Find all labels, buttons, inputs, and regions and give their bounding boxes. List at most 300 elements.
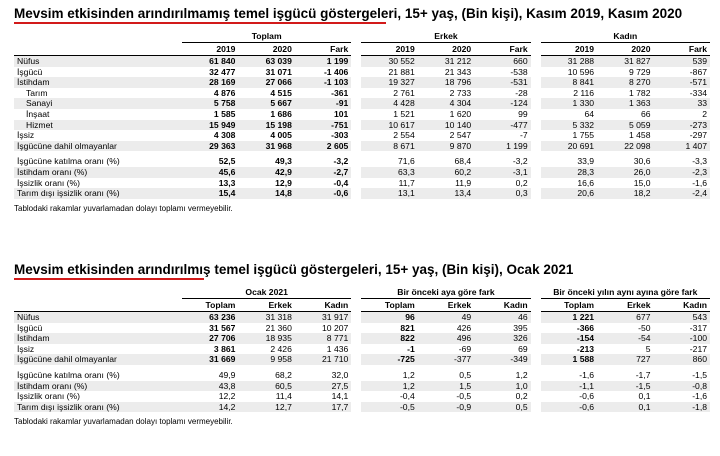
table-cell: 8 771 xyxy=(295,333,351,344)
table-cell: 11,4 xyxy=(275,391,292,402)
table-cell: 1,2 xyxy=(361,381,417,392)
column-header: Erkek xyxy=(418,299,474,312)
table-cell: 99 xyxy=(518,108,528,119)
corner-cell xyxy=(14,43,182,56)
gap-cell xyxy=(351,130,361,141)
table-cell: 16,6 xyxy=(577,177,595,188)
table-cell: -366 xyxy=(576,322,595,333)
table-cell: 13,3 xyxy=(218,177,236,188)
column-header: 2020 xyxy=(597,43,653,56)
group-header-row xyxy=(14,286,710,299)
gap-cell xyxy=(531,156,541,167)
table-row xyxy=(14,391,710,402)
gap-cell xyxy=(531,402,541,413)
table-cell: -54 xyxy=(597,333,653,344)
table-cell: 543 xyxy=(654,312,711,323)
group-header: Bir önceki yılın aynı ayına göre fark xyxy=(541,286,710,299)
title-underline xyxy=(14,278,204,280)
gap-cell xyxy=(351,286,361,299)
table-row xyxy=(14,333,710,344)
gap-cell xyxy=(531,381,541,392)
table-row xyxy=(14,323,710,334)
gap-cell xyxy=(531,120,541,131)
table2-title xyxy=(14,262,710,277)
table-cell: 18 935 xyxy=(238,333,294,344)
table-cell: 1 199 xyxy=(474,141,530,152)
table-cell: 27,5 xyxy=(295,381,351,392)
table-row xyxy=(14,98,710,109)
table-cell: 20 691 xyxy=(541,141,597,152)
column-header: 2019 xyxy=(541,43,597,56)
table-cell: -124 xyxy=(474,98,530,109)
table-cell: 1 199 xyxy=(295,56,351,67)
table-cell: 12,2 xyxy=(218,391,236,402)
table-cell: 21 881 xyxy=(388,66,415,77)
table-cell: 5 667 xyxy=(238,98,294,109)
table-cell: 27 706 xyxy=(182,333,238,344)
gap-cell xyxy=(531,56,541,67)
table-cell: 1 436 xyxy=(326,343,349,354)
table-cell: 1 782 xyxy=(628,87,651,98)
table-cell: -28 xyxy=(515,87,528,98)
column-header: Kadın xyxy=(295,299,351,312)
table-cell: 31 212 xyxy=(418,56,474,67)
gap-cell xyxy=(531,88,541,99)
table-cell: 31 071 xyxy=(265,66,292,77)
row-label: İnşaat xyxy=(26,108,50,119)
row-label: Tarım xyxy=(26,87,48,98)
table-row xyxy=(14,130,710,141)
gap-cell xyxy=(351,344,361,355)
table-cell: 2 426 xyxy=(270,343,292,354)
gap-cell xyxy=(531,370,541,381)
table2-section xyxy=(14,262,710,426)
row-label: İşsiz xyxy=(17,343,35,354)
gap-cell xyxy=(531,333,541,344)
gap-cell xyxy=(351,88,361,99)
table-cell: -317 xyxy=(689,322,707,333)
table-cell: -867 xyxy=(689,66,707,77)
table-cell: 49,3 xyxy=(275,156,292,167)
gap-cell xyxy=(531,391,541,402)
table-cell: 15,0 xyxy=(633,177,651,188)
table-row xyxy=(14,56,710,67)
row-label: İstihdam xyxy=(14,77,182,88)
table-cell: 101 xyxy=(333,108,349,119)
gap-cell xyxy=(351,156,361,167)
table-cell: 1,0 xyxy=(474,381,530,392)
table-cell: 15,4 xyxy=(182,188,238,199)
row-label: İstihdam xyxy=(14,333,182,344)
table-cell: 15 949 xyxy=(182,120,238,131)
column-header: 2020 xyxy=(238,43,294,56)
table-cell: 30 552 xyxy=(361,56,417,67)
table-cell: 1 755 xyxy=(572,130,595,141)
column-header: Kadın xyxy=(474,299,530,312)
table-cell: 10 140 xyxy=(418,120,474,131)
table-cell: -1,5 xyxy=(692,369,707,380)
table-cell: -1,1 xyxy=(541,381,597,392)
gap-cell xyxy=(531,167,541,178)
table-cell: 18 796 xyxy=(418,77,474,88)
table-cell: 60,5 xyxy=(238,381,294,392)
column-header: Kadın xyxy=(654,299,711,312)
gap-cell xyxy=(351,109,361,120)
table-cell: 1 585 xyxy=(213,108,236,119)
table-row xyxy=(14,354,710,365)
table-cell: -361 xyxy=(331,87,349,98)
row-label: Hizmet xyxy=(14,120,182,131)
table-row xyxy=(14,312,710,323)
row-label: İşgücüne dahil olmayanlar xyxy=(14,141,182,152)
gap-cell xyxy=(351,77,361,88)
table-cell: -303 xyxy=(331,130,349,141)
table-cell: 12,7 xyxy=(238,402,294,413)
table-row xyxy=(14,188,710,199)
table-cell: 4 876 xyxy=(213,87,236,98)
table-cell: 4 005 xyxy=(270,130,292,141)
table-cell: 31 318 xyxy=(238,312,294,323)
table-cell: 0,2 xyxy=(515,177,528,188)
table-cell: 677 xyxy=(597,312,653,323)
table-cell: -217 xyxy=(689,343,707,354)
table-cell: 30,6 xyxy=(633,156,651,167)
table-cell: 60,2 xyxy=(418,167,474,178)
gap-cell xyxy=(351,56,361,67)
table-cell: 8 270 xyxy=(597,77,653,88)
row-label: Nüfus xyxy=(14,56,182,67)
table-cell: -50 xyxy=(638,322,651,333)
table-cell: 20,6 xyxy=(541,188,597,199)
gap-cell xyxy=(531,43,541,56)
table1-note: Tablodaki rakamlar yuvarlamadan dolayı toplamı vermeyebilir. xyxy=(14,203,233,213)
table-cell: 0,3 xyxy=(474,188,530,199)
column-header: Erkek xyxy=(597,299,653,312)
column-header: Toplam xyxy=(182,299,238,312)
table-cell: 1 620 xyxy=(449,108,472,119)
gap-cell xyxy=(531,323,541,334)
table-cell: 96 xyxy=(361,312,417,323)
table-cell: 42,9 xyxy=(238,167,294,178)
column-header: Erkek xyxy=(238,299,294,312)
table-cell: -297 xyxy=(689,130,707,141)
table-cell: 4 304 xyxy=(418,98,474,109)
gap-cell xyxy=(531,98,541,109)
table-cell: -1,6 xyxy=(579,369,595,380)
table-cell: 5 332 xyxy=(541,120,597,131)
row-label: İşsizlik oranı (%) xyxy=(17,391,81,402)
table-row xyxy=(14,344,710,355)
gap-cell xyxy=(531,312,541,323)
table-cell: -1,8 xyxy=(654,402,711,413)
column-header-row xyxy=(14,299,710,312)
table-cell: 2 605 xyxy=(295,141,351,152)
table-cell: 5 059 xyxy=(597,120,653,131)
table-cell: 1 588 xyxy=(541,354,597,365)
row-label: İşgücü xyxy=(17,322,43,333)
gap-cell xyxy=(531,77,541,88)
table-cell: 43,8 xyxy=(182,381,238,392)
row-label: Tarım dışı işsizlik oranı (%) xyxy=(14,402,182,413)
table-cell: -3,2 xyxy=(333,156,349,167)
table-cell: 31 288 xyxy=(541,56,597,67)
row-label: Nüfus xyxy=(14,312,182,323)
table-cell: 45,6 xyxy=(182,167,238,178)
table-cell: -7 xyxy=(519,130,528,141)
table-cell: -0,4 xyxy=(333,177,349,188)
row-label: İşgücüne katılma oranı (%) xyxy=(17,369,120,380)
gap-cell xyxy=(351,381,361,392)
table-cell: -3,1 xyxy=(474,167,530,178)
row-label: İşsiz xyxy=(17,130,35,141)
table-row xyxy=(14,156,710,167)
table-cell: 1 407 xyxy=(654,141,711,152)
table-cell: -1,7 xyxy=(635,369,651,380)
gap-cell xyxy=(351,323,361,334)
gap-cell xyxy=(351,98,361,109)
table-cell: 49,9 xyxy=(218,369,236,380)
gap-cell xyxy=(351,333,361,344)
gap-cell xyxy=(531,30,541,43)
table-cell: -154 xyxy=(541,333,597,344)
table-cell: -1 406 xyxy=(323,66,349,77)
table-cell: 18,2 xyxy=(597,188,653,199)
table-cell: 426 xyxy=(456,322,472,333)
table-cell: -0,5 xyxy=(361,402,417,413)
table-cell: 1 363 xyxy=(597,98,653,109)
column-header: 2019 xyxy=(361,43,417,56)
table-cell: 395 xyxy=(513,322,528,333)
table-cell: 31 917 xyxy=(295,312,351,323)
table-cell: -571 xyxy=(654,77,711,88)
table-cell: -1,5 xyxy=(597,381,653,392)
table-cell: 860 xyxy=(654,354,711,365)
table-cell: 28 169 xyxy=(182,77,238,88)
gap-cell xyxy=(351,299,361,312)
table-cell: 4 428 xyxy=(361,98,417,109)
table-cell: 14,2 xyxy=(182,402,238,413)
table-cell: 19 327 xyxy=(361,77,417,88)
table-cell: 2 116 xyxy=(573,87,595,98)
table-cell: 5 758 xyxy=(182,98,238,109)
table-cell: 1 521 xyxy=(393,108,415,119)
table-cell: 26,0 xyxy=(597,167,653,178)
gap-cell xyxy=(351,67,361,78)
table-cell: 71,6 xyxy=(398,156,415,167)
column-header: Toplam xyxy=(361,299,417,312)
table-row xyxy=(14,109,710,120)
gap-cell xyxy=(531,354,541,365)
table1-section xyxy=(14,6,710,213)
table-cell: 539 xyxy=(654,56,711,67)
gap-cell xyxy=(531,188,541,199)
table-cell: 33 xyxy=(654,98,711,109)
gap-cell xyxy=(531,67,541,78)
table-cell: -0,9 xyxy=(418,402,474,413)
table-cell: -531 xyxy=(474,77,530,88)
table2 xyxy=(14,286,710,412)
table-cell: -0,6 xyxy=(579,391,595,402)
table-cell: -538 xyxy=(510,66,528,77)
table-cell: 822 xyxy=(361,333,417,344)
table-cell: 496 xyxy=(418,333,474,344)
table2-title-text: Mevsim etkisinden arındırılmış temel işgücü göstergeleri, 15+ yaş, (Bin kişi), Ocak 2021 xyxy=(14,262,574,277)
table-cell: -69 xyxy=(458,343,472,354)
table-cell: -2,7 xyxy=(295,167,351,178)
gap-cell xyxy=(351,178,361,189)
table-cell: 1,5 xyxy=(418,381,474,392)
table-cell: -1,6 xyxy=(692,177,707,188)
gap-cell xyxy=(351,167,361,178)
table-cell: 0,2 xyxy=(515,391,528,402)
corner-cell xyxy=(14,30,182,43)
table-cell: 1 221 xyxy=(541,312,597,323)
table-cell: 0,5 xyxy=(474,402,530,413)
table-cell: 63 039 xyxy=(238,56,294,67)
table-cell: -2,3 xyxy=(654,167,711,178)
gap-cell xyxy=(531,130,541,141)
table-cell: -3,2 xyxy=(512,156,528,167)
gap-cell xyxy=(351,43,361,56)
table-cell: 821 xyxy=(400,322,415,333)
table-cell: 11,9 xyxy=(455,177,472,188)
table-cell: 1 686 xyxy=(270,108,292,119)
table-cell: -91 xyxy=(295,98,351,109)
table-cell: 68,2 xyxy=(275,369,292,380)
table-cell: 2 733 xyxy=(449,87,472,98)
table-cell: 31 567 xyxy=(209,322,236,333)
table-cell: 1,2 xyxy=(515,369,528,380)
group-header: Bir önceki aya göre fark xyxy=(361,286,530,299)
table-cell: 2 761 xyxy=(393,87,415,98)
table-cell: 31 827 xyxy=(597,56,653,67)
group-header: Kadın xyxy=(541,30,710,43)
table-cell: -334 xyxy=(689,87,707,98)
column-header: Fark xyxy=(654,43,711,56)
table-cell: -1 103 xyxy=(295,77,351,88)
table-cell: 21 710 xyxy=(295,354,351,365)
row-label: İstihdam oranı (%) xyxy=(14,167,182,178)
table-cell: 13,4 xyxy=(418,188,474,199)
table-cell: 21 360 xyxy=(265,322,292,333)
table-cell: 33,9 xyxy=(577,156,595,167)
table-row xyxy=(14,167,710,178)
table-cell: -3,3 xyxy=(692,156,707,167)
table-cell: 1 458 xyxy=(628,130,651,141)
gap-cell xyxy=(351,391,361,402)
column-header: Fark xyxy=(295,43,351,56)
corner-cell xyxy=(14,299,182,312)
row-label: İşgücü xyxy=(17,66,43,77)
table-cell: 46 xyxy=(474,312,530,323)
table-cell: 2 xyxy=(702,108,707,119)
table-cell: 10 617 xyxy=(361,120,417,131)
gap-cell xyxy=(351,402,361,413)
table-cell: 9 958 xyxy=(238,354,294,365)
table-cell: -1 xyxy=(407,343,415,354)
gap-cell xyxy=(531,109,541,120)
table-cell: 4 515 xyxy=(270,87,292,98)
table-cell: 68,4 xyxy=(454,156,472,167)
table-cell: 61 840 xyxy=(182,56,238,67)
table-cell: 31 669 xyxy=(182,354,238,365)
group-header-row xyxy=(14,30,710,43)
gap-cell xyxy=(351,141,361,152)
table-cell: 31 968 xyxy=(238,141,294,152)
table-cell: 69 xyxy=(518,343,528,354)
row-label: İşgücüne dahil olmayanlar xyxy=(14,354,182,365)
table-cell: 10 207 xyxy=(322,322,349,333)
table-cell: 13,1 xyxy=(361,188,417,199)
table-row xyxy=(14,88,710,99)
table1-title xyxy=(14,6,710,21)
table-cell: 63,3 xyxy=(361,167,417,178)
table-row xyxy=(14,381,710,392)
table-cell: 29 363 xyxy=(182,141,238,152)
table-cell: 32 477 xyxy=(209,66,236,77)
table-cell: 0,1 xyxy=(597,402,653,413)
row-label: Sanayi xyxy=(14,98,182,109)
table-row xyxy=(14,77,710,88)
table-cell: 12,9 xyxy=(275,177,292,188)
table-row xyxy=(14,178,710,189)
table-cell: 64 xyxy=(584,108,595,119)
table-cell: 9 729 xyxy=(628,66,651,77)
row-label: Tarım dışı işsizlik oranı (%) xyxy=(14,188,182,199)
table-cell: 17,7 xyxy=(295,402,351,413)
column-header: Fark xyxy=(474,43,530,56)
table-cell: 4 308 xyxy=(213,130,236,141)
table-cell: 9 870 xyxy=(418,141,474,152)
gap-cell xyxy=(531,141,541,152)
table-cell: -213 xyxy=(576,343,595,354)
table-cell: -0,6 xyxy=(541,402,597,413)
table-cell: 727 xyxy=(597,354,653,365)
gap-cell xyxy=(351,30,361,43)
table-cell: 1 330 xyxy=(541,98,597,109)
column-header: Toplam xyxy=(541,299,597,312)
table-cell: 14,1 xyxy=(331,391,349,402)
table-cell: -1,6 xyxy=(692,391,707,402)
table-row xyxy=(14,67,710,78)
table-cell: 8 841 xyxy=(541,77,597,88)
table-cell: -0,5 xyxy=(456,391,472,402)
group-header: Toplam xyxy=(182,30,351,43)
table-cell: -273 xyxy=(654,120,711,131)
table1-title-text: Mevsim etkisinden arındırılmamış temel işgücü göstergeleri, 15+ yaş, (Bin kişi), Kasım 2019, Kasım 2020 xyxy=(14,6,683,21)
table-cell: 32,0 xyxy=(331,369,349,380)
table-cell: 2 554 xyxy=(393,130,415,141)
table-row xyxy=(14,402,710,413)
row-label: İstihdam oranı (%) xyxy=(14,381,182,392)
row-label: İşsizlik oranı (%) xyxy=(17,177,81,188)
gap-cell xyxy=(531,299,541,312)
gap-cell xyxy=(531,286,541,299)
table-cell: 66 xyxy=(640,108,651,119)
table-cell: -0,6 xyxy=(295,188,351,199)
table-cell: 0,1 xyxy=(638,391,651,402)
row-label: İşgücüne katılma oranı (%) xyxy=(17,156,120,167)
title-underline xyxy=(14,22,386,24)
table-cell: 10 596 xyxy=(567,66,595,77)
table-cell: 15 198 xyxy=(238,120,294,131)
table-cell: 2 547 xyxy=(449,130,472,141)
gap-cell xyxy=(351,120,361,131)
table-cell: 1,2 xyxy=(402,369,415,380)
gap-cell xyxy=(531,344,541,355)
table-cell: 326 xyxy=(474,333,530,344)
table-cell: -0,8 xyxy=(654,381,711,392)
